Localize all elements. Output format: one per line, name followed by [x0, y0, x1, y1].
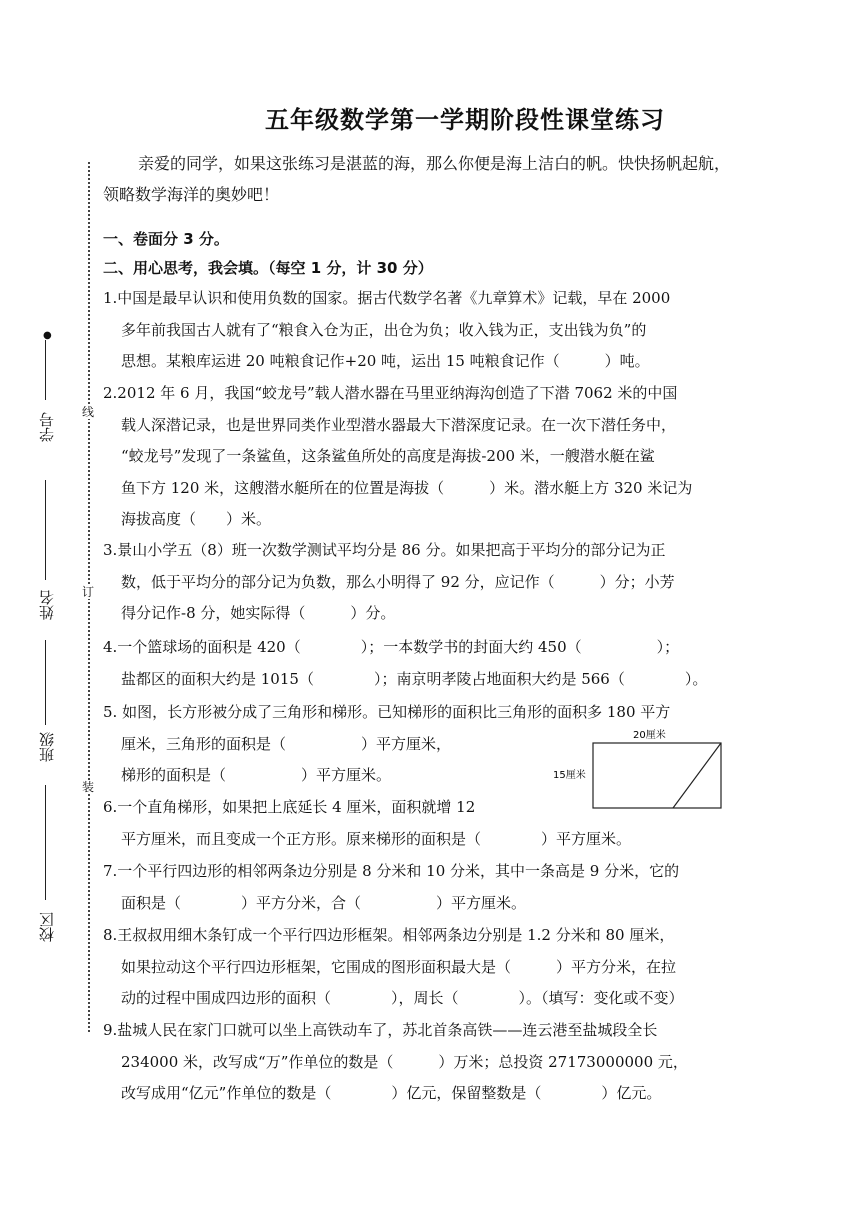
question-1	[103, 283, 768, 378]
question-4-line-2: 盐都区的面积大约是 1015（ ）；南京明孝陵占地面积大约是 566（ ）。	[121, 669, 708, 688]
section-2-heading: 二、用心思考，我会填。（每空 1 分，计 30 分）	[103, 259, 433, 277]
question-8-line-1: 8.王叔叔用细木条钉成一个平行四边形框架。相邻两条边分别是 1.2 分米和 80 厘米，	[103, 926, 675, 944]
name-rule	[45, 480, 46, 580]
question-6	[103, 792, 768, 855]
question-1-line-3: 思想。某粮库运进 20 吨粮食记作+20 吨，运出 15 吨粮食记作（ ）吨。	[121, 352, 650, 370]
question-8-line-2: 如果拉动这个平行四边形框架，它围成的图形面积最大是（ ）平方分米，在拉	[121, 957, 677, 976]
sidebar-dot: ●	[43, 330, 52, 341]
question-4	[103, 632, 768, 695]
campus-label: 校区	[38, 912, 56, 942]
question-5-line-2: 厘米，三角形的面积是（ ）平方厘米，	[121, 734, 452, 753]
question-1-line-2: 多年前我国古人就有了“粮食入仓为正，出仓为负；收入钱为正，支出钱为负”的	[121, 320, 647, 339]
campus-rule	[45, 785, 46, 900]
question-6-line-1: 6.一个直角梯形，如果把上底延长 4 厘米，面积就增 12	[103, 798, 476, 816]
binding-mark-line: 线	[78, 405, 98, 419]
question-2	[103, 378, 768, 536]
question-8	[103, 920, 768, 1015]
question-2-line-5: 海拔高度（ ）米。	[121, 510, 272, 528]
question-9	[103, 1015, 768, 1110]
class-label: 班级	[38, 732, 56, 762]
question-3-line-2: 数，低于平均分的部分记为负数，那么小明得了 92 分，应记作（ ）分；小芳	[121, 572, 675, 591]
intro-line-2: 领略数学海洋的奥妙吧！	[103, 185, 280, 204]
question-6-line-2: 平方厘米，而且变成一个正方形。原来梯形的面积是（ ）平方厘米。	[121, 829, 632, 848]
class-rule	[45, 640, 46, 725]
page-title: 五年级数学第一学期阶段性课堂练习	[265, 106, 665, 134]
question-2-line-2: 载人深潜记录，也是世界同类作业型潜水器最大下潜深度记录。在一次下潜任务中，	[121, 415, 677, 434]
question-3-line-1: 3.景山小学五（8）班一次数学测试平均分是 86 分。如果把高于平均分的部分记为正	[103, 541, 666, 559]
student-no-label: 学号	[38, 412, 56, 442]
name-label: 姓名	[38, 590, 56, 620]
student-no-rule	[45, 340, 46, 400]
question-7	[103, 856, 768, 919]
question-2-line-4: 鱼下方 120 米，这艘潜水艇所在的位置是海拔（ ）米。潜水艇上方 320 米记为	[121, 478, 693, 497]
question-7-line-2: 面积是（ ）平方分米，合（ ）平方厘米。	[121, 893, 527, 912]
intro-paragraph	[103, 148, 763, 210]
question-9-line-3: 改写成用“亿元”作单位的数是（ ）亿元，保留整数是（ ）亿元。	[121, 1084, 662, 1102]
figure-left-label: 15厘米	[553, 770, 586, 781]
binding-mark-bind: 订	[78, 585, 98, 599]
question-9-line-1: 9.盐城人民在家门口就可以坐上高铁动车了，苏北首条高铁——连云港至盐城段全长	[103, 1021, 658, 1039]
question-7-line-1: 7.一个平行四边形的相邻两条边分别是 8 分米和 10 分米，其中一条高是 9 分米，它的	[103, 862, 680, 880]
question-3-line-3: 得分记作-8 分，她实际得（ ）分。	[121, 604, 396, 622]
question-1-line-1: 1.中国是最早认识和使用负数的国家。据古代数学名著《九章算术》记载，早在 2000	[103, 289, 671, 307]
question-8-line-3: 动的过程中围成四边形的面积（ ），周长（ ）。（填写：变化或不变）	[121, 989, 684, 1007]
question-2-line-3: “蛟龙号”发现了一条鲨鱼，这条鲨鱼所处的高度是海拔-200 米，一艘潜水艇在鲨	[121, 447, 655, 465]
question-9-line-2: 234000 米，改写成“万”作单位的数是（ ）万米；总投资 27173000000 元，	[121, 1052, 688, 1071]
question-5-line-3: 梯形的面积是（ ）平方厘米。	[121, 766, 392, 784]
binding-mark-pack: 装	[78, 780, 98, 794]
question-3	[103, 535, 768, 630]
question-2-line-1: 2.2012 年 6 月，我国“蛟龙号”载人潜水器在马里亚纳海沟创造了下潜 7062 米的中国	[103, 384, 678, 402]
question-4-line-1: 4.一个篮球场的面积是 420（ ）；一本数学书的封面大约 450（ ）；	[103, 638, 680, 656]
section-1-heading: 一、卷面分 3 分。	[103, 230, 229, 248]
intro-line-1: 亲爱的同学，如果这张练习是湛蓝的海，那么你便是海上洁白的帆。快快扬帆起航，	[138, 154, 731, 173]
question-5-line-1: 5. 如图，长方形被分成了三角形和梯形。已知梯形的面积比三角形的面积多 180 平方	[103, 703, 671, 721]
figure-top-label: 20厘米	[633, 730, 666, 741]
